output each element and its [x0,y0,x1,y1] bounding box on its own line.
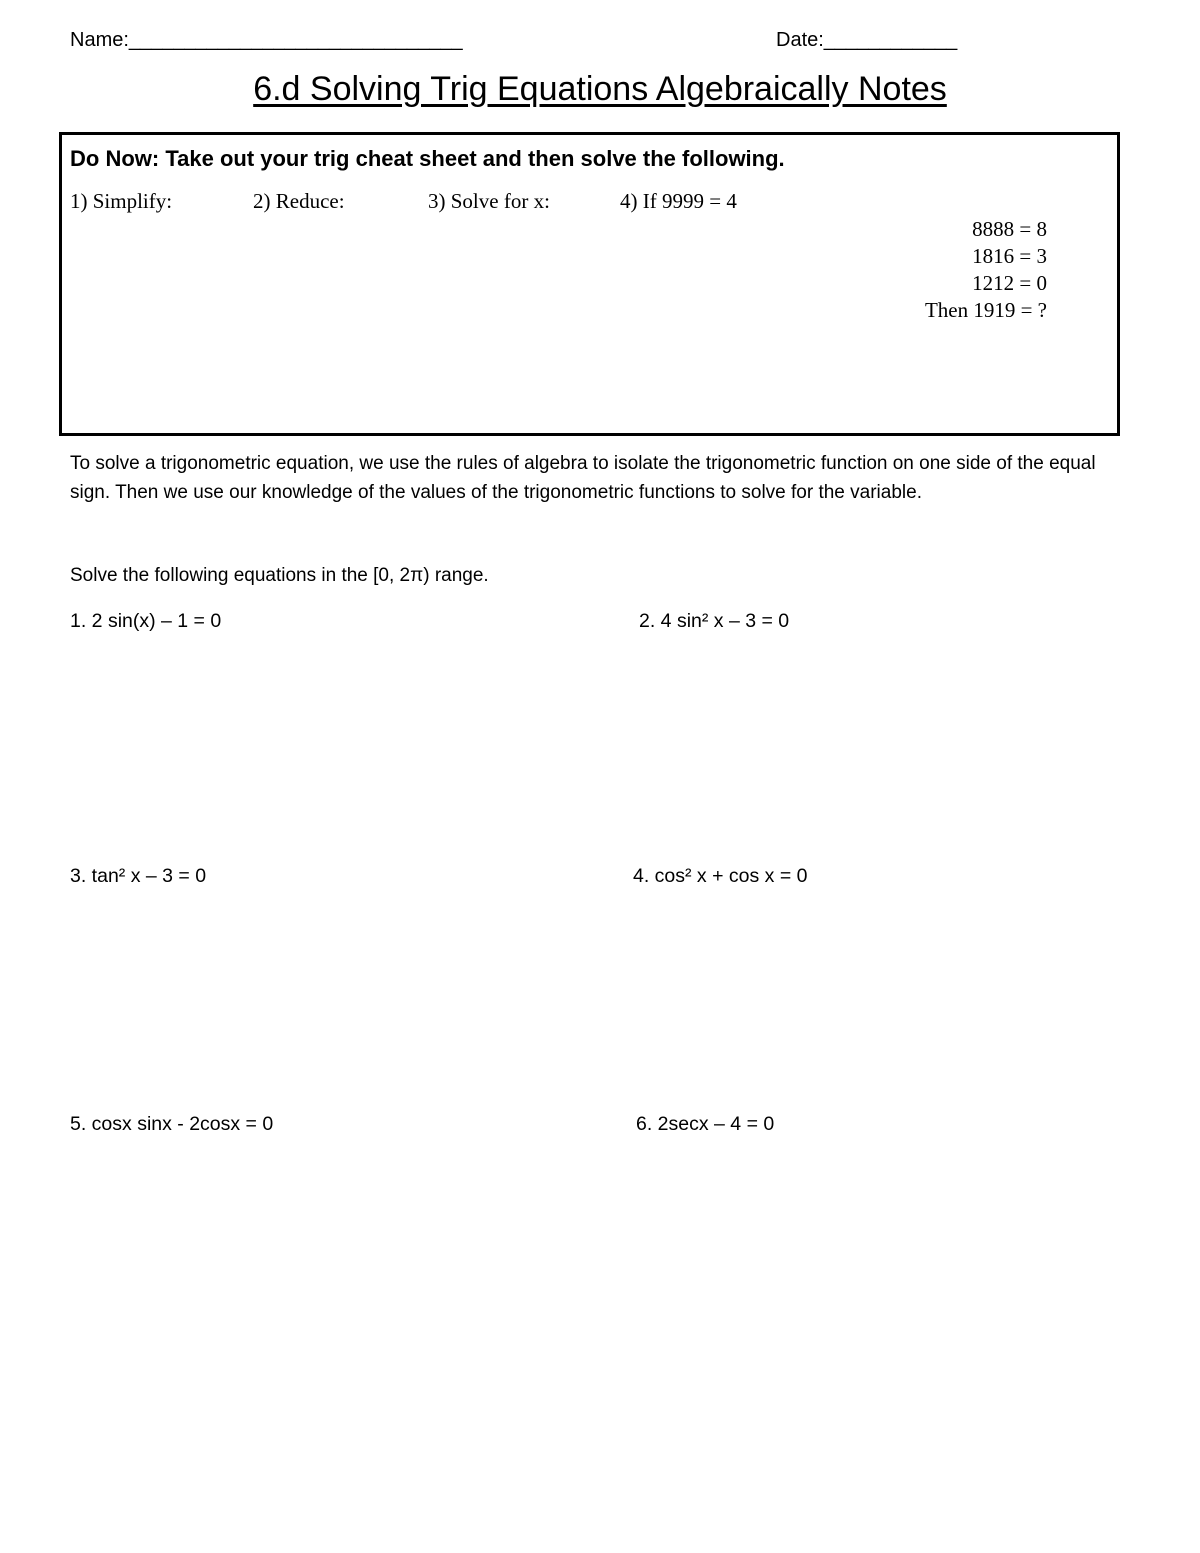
instruction-text: Solve the following equations in the [0, 2π) range. [70,565,489,586]
do-now-heading [70,146,785,172]
do-now-question-2: 2) Reduce: [253,189,345,213]
problem-3: 3. tan² x – 3 = 0 [70,865,207,887]
do-now-condition-1: 8888 = 8 [972,217,1047,241]
intro-paragraph: To solve a trigonometric equation, we use the rules of algebra to isolate the trigonometric function on one side of the equal sign. Then we use our knowledge of the values of the trigonometric functions to solve for the variable. [70,453,1096,503]
problem-4: 4. cos² x + cos x = 0 [633,865,808,887]
problem-2: 2. 4 sin² x – 3 = 0 [639,610,790,632]
do-now-instruction: Take out your trig cheat sheet and then solve the following. [159,146,785,171]
problem-5: 5. cosx sinx - 2cosx = 0 [70,1113,274,1135]
do-now-condition-2: 1816 = 3 [972,244,1047,268]
problem-6: 6. 2secx – 4 = 0 [636,1113,775,1135]
do-now-question-4: 4) If 9999 = 4 [620,189,737,213]
do-now-condition-3: 1212 = 0 [972,271,1047,295]
do-now-question-3: 3) Solve for x: [428,189,550,213]
date-field-label: Date:____________ [776,29,958,51]
page-title: 6.d Solving Trig Equations Algebraically Notes [253,70,947,108]
do-now-label: Do Now: [70,146,160,171]
problem-1: 1. 2 sin(x) – 1 = 0 [70,610,222,632]
do-now-question-1: 1) Simplify: [70,189,173,213]
do-now-condition-4: Then 1919 = ? [924,298,1047,322]
name-field-label: Name:______________________________ [70,29,463,51]
